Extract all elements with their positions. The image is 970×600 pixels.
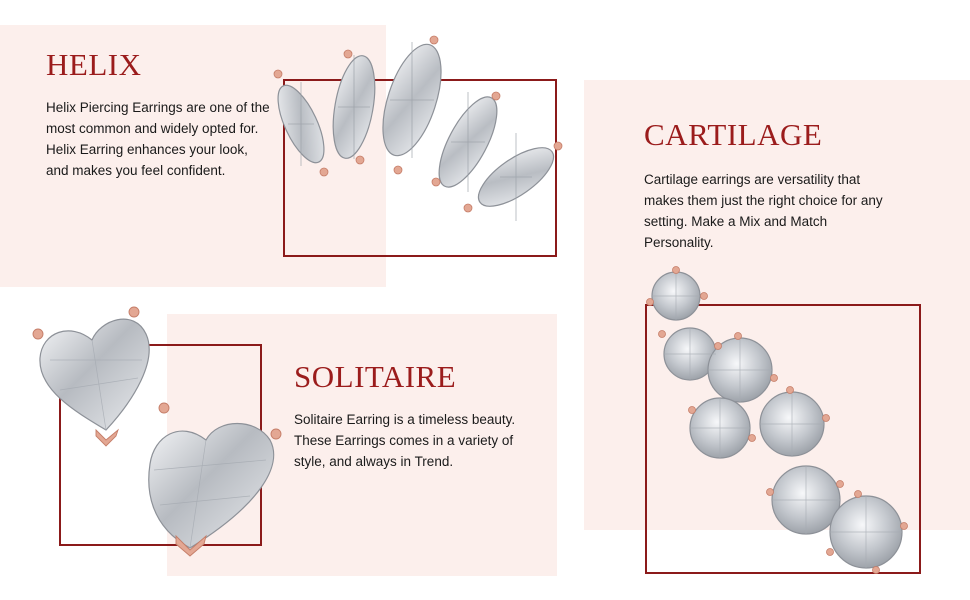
solitaire-title: SOLITAIRE — [294, 359, 457, 394]
helix-title: HELIX — [46, 47, 142, 82]
heart-diamond-stud-earrings-icon — [30, 300, 290, 560]
helix-description: Helix Piercing Earrings are one of the most common and widely opted for. Helix Earring enhances your look, and makes you feel confident. — [46, 100, 270, 178]
marquise-diamond-climber-earring-icon — [268, 32, 568, 222]
solitaire-description: Solitaire Earring is a timeless beauty. These Earrings comes in a variety of style, and always in Trend. — [294, 412, 516, 469]
cartilage-title: CARTILAGE — [644, 117, 823, 152]
round-diamond-cluster-earring-icon — [640, 262, 920, 582]
cartilage-description: Cartilage earrings are versatility that makes them just the right choice for any setting. Make a Mix and Match Personality. — [644, 172, 883, 250]
